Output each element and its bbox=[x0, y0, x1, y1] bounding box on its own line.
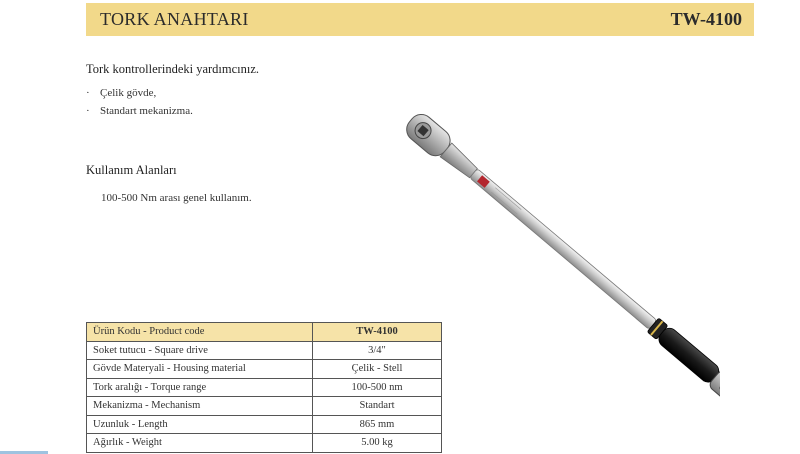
usage-title: Kullanım Alanları bbox=[86, 163, 177, 177]
model-code: TW-4100 bbox=[670, 9, 742, 29]
table-cell-label: Uzunluk - Length bbox=[87, 415, 313, 434]
header-bar bbox=[86, 3, 754, 36]
list-item bbox=[86, 102, 193, 120]
bullet-icon: · bbox=[86, 105, 90, 117]
table-row bbox=[87, 360, 442, 379]
table-cell-label: Gövde Materyali - Housing material bbox=[87, 360, 313, 379]
intro-title: Tork kontrollerindeki yardımcınız. bbox=[86, 62, 260, 76]
table-cell-value: 3/4" bbox=[313, 341, 442, 360]
table-cell-label: Soket tutucu - Square drive bbox=[87, 341, 313, 360]
table-row bbox=[87, 397, 442, 416]
table-row bbox=[87, 323, 442, 342]
table-cell-value: 100-500 nm bbox=[313, 378, 442, 397]
list-item bbox=[86, 84, 193, 102]
feature-list bbox=[86, 84, 193, 120]
table-cell-value: TW-4100 bbox=[313, 323, 442, 342]
table-cell-value: Çelik - Stell bbox=[313, 360, 442, 379]
bullet-icon: · bbox=[86, 87, 90, 99]
page-title: TORK ANAHTARI bbox=[100, 9, 249, 29]
table-row bbox=[87, 378, 442, 397]
table-cell-label: Mekanizma - Mechanism bbox=[87, 397, 313, 416]
table-row bbox=[87, 415, 442, 434]
list-item-text: Çelik gövde, bbox=[100, 87, 157, 99]
table-row bbox=[87, 341, 442, 360]
table-row bbox=[87, 434, 442, 453]
table-cell-label: Tork aralığı - Torque range bbox=[87, 378, 313, 397]
table-cell-label: Ürün Kodu - Product code bbox=[87, 323, 313, 342]
table-cell-value: 865 mm bbox=[313, 415, 442, 434]
table-cell-label: Ağırlık - Weight bbox=[87, 434, 313, 453]
list-item-text: Standart mekanizma. bbox=[100, 105, 193, 117]
table-cell-value: 5.00 kg bbox=[313, 434, 442, 453]
torque-wrench-image bbox=[400, 108, 720, 428]
usage-text: 100-500 Nm arası genel kullanım. bbox=[101, 192, 252, 204]
torque-wrench-icon bbox=[400, 108, 720, 428]
spec-table bbox=[86, 322, 442, 453]
table-cell-value: Standart bbox=[313, 397, 442, 416]
